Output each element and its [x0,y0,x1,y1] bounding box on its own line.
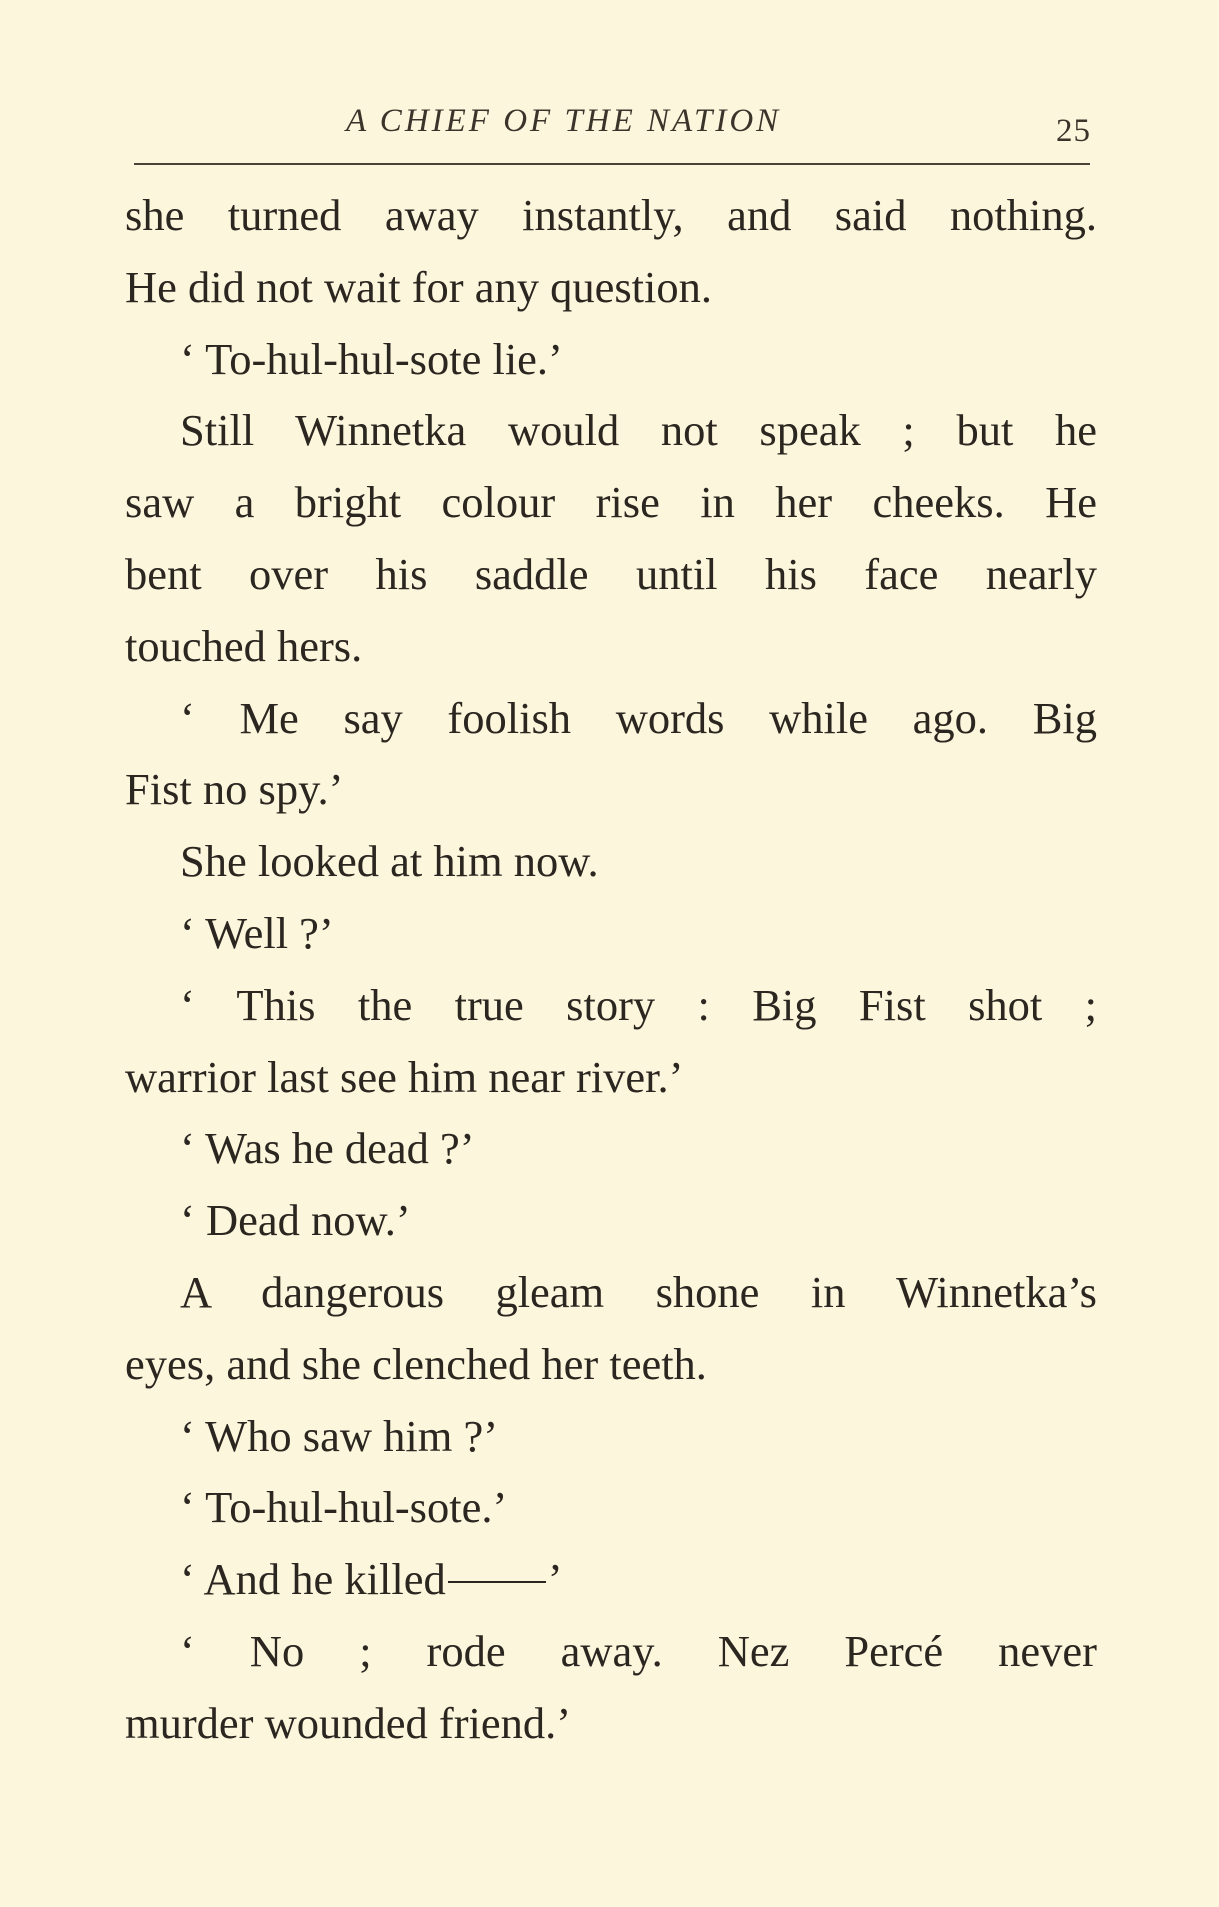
text-line: ‘ Well ?’ [180,907,334,958]
text-line: ‘ Was he dead ?’ [180,1123,475,1174]
text-line: she turned away instantly, and said nothing. [125,190,1097,240]
text-line: ‘ To-hul-hul-sote lie.’ [180,333,563,384]
text-line: ‘ Me say foolish words while ago. Big [180,692,1097,743]
body-text [125,180,1097,1760]
header-rule [134,163,1090,165]
text-line: ‘ No ; rode away. Nez Percé never [180,1625,1097,1676]
em-dash-rule [448,1581,546,1583]
running-head: A CHIEF OF THE NATION [346,103,782,139]
text-line: ‘ Dead now.’ [180,1195,411,1246]
text-line: Still Winnetka would not speak ; but he [180,405,1097,456]
text-line: She looked at him now. [180,836,599,887]
text-line: murder wounded friend.’ [125,1697,572,1748]
text-line: ‘ This the true story : Big Fist shot ; [180,979,1097,1030]
text-line: eyes, and she clenched her teeth. [125,1338,707,1389]
text-line: ‘ To-hul-hul-sote.’ [180,1482,508,1533]
text-line-end: ’ [547,1554,563,1605]
text-line: warrior last see him near river.’ [125,1051,684,1102]
text-line: Fist no spy.’ [125,764,344,815]
text-line: ‘ Who saw him ?’ [180,1410,499,1461]
text-line: touched hers. [125,620,363,671]
page-number: 25 [1056,113,1091,149]
text-line: He did not wait for any question. [125,261,713,312]
text-line: saw a bright colour rise in her cheeks. He [125,477,1097,528]
text-line-start: ‘ And he killed [180,1554,446,1605]
text-line-interrupted [125,1544,1097,1616]
text-line: A dangerous gleam shone in Winnetka’s [180,1266,1097,1317]
text-line: bent over his saddle until his face nearly [125,548,1097,599]
